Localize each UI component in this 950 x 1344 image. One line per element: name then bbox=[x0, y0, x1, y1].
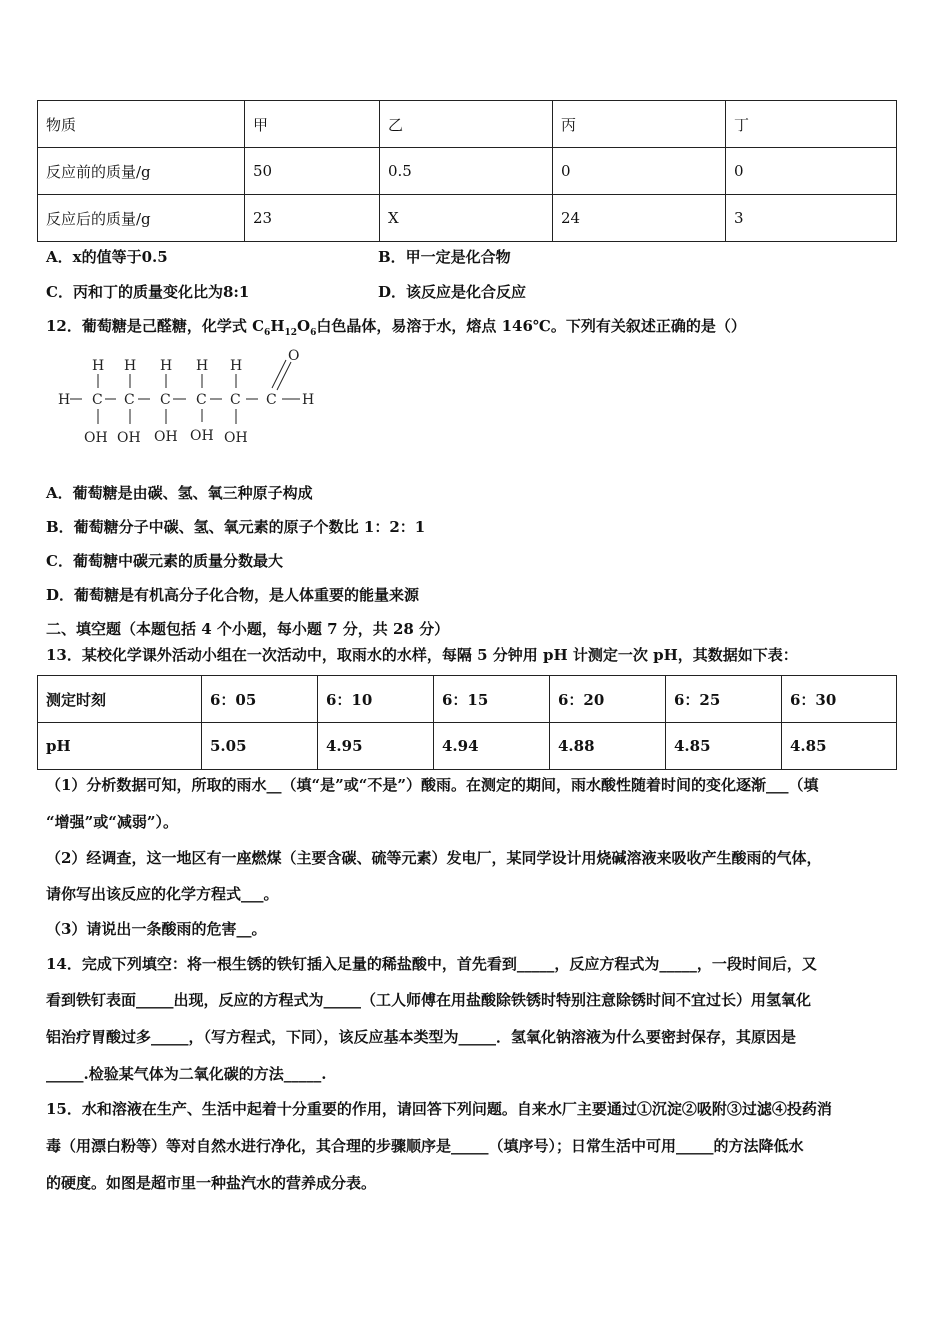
table-cell: 测定时刻 bbox=[38, 676, 202, 723]
q12-option-a: A．葡萄糖是由碳、氢、氧三种原子构成 bbox=[46, 484, 313, 502]
q14-line3: 铝治疗胃酸过多_____，（写方程式，下同），该反应基本类型为_____．氢氧化钠溶液为什么要密封保存，其原因是 bbox=[46, 1028, 797, 1046]
q12-option-c: C．葡萄糖中碳元素的质量分数最大 bbox=[46, 552, 283, 570]
table-cell: 4.88 bbox=[550, 723, 666, 770]
q15-line1: 15．水和溶液在生产、生活中起着十分重要的作用，请回答下列问题。自来水厂主要通过①沉淀②吸附③过滤④投药消 bbox=[46, 1100, 832, 1118]
table-cell: 50 bbox=[245, 148, 380, 195]
q12-stem-suffix: 白色晶体，易溶于水，熔点 146℃。下列有关叙述正确的是（） bbox=[316, 317, 746, 335]
q11-option-d: D．该反应是化合反应 bbox=[378, 283, 527, 301]
hydroxyl-label: OH bbox=[224, 430, 248, 446]
hydroxyl-label: OH bbox=[84, 430, 108, 446]
table-cell: 反应前的质量/g bbox=[38, 148, 245, 195]
formula-subscript: 12 bbox=[284, 328, 298, 338]
hydroxyl-label: OH bbox=[117, 430, 141, 446]
q13-part2-line1: （2）经调查，这一地区有一座燃煤（主要含碳、硫等元素）发电厂，某同学设计用烧碱溶液来吸收产生酸雨的气体， bbox=[46, 849, 822, 867]
table-cell: pH bbox=[38, 723, 202, 770]
table-cell: 物质 bbox=[38, 101, 245, 148]
q14-line1: 14．完成下列填空：将一根生锈的铁钉插入足量的稀盐酸中，首先看到_____，反应方程式为_____，一段时间后，又 bbox=[46, 955, 817, 973]
atom-label: C bbox=[230, 392, 241, 408]
table-cell: 4.85 bbox=[666, 723, 782, 770]
q14-line2: 看到铁钉表面_____出现，反应的方程式为_____（工人师傅在用盐酸除铁锈时特别注意除锈时间不宜过长）用氢氧化 bbox=[46, 991, 812, 1009]
table-row bbox=[38, 195, 897, 242]
table-cell: 6：15 bbox=[434, 676, 550, 723]
q14-line4: _____.检验某气体为二氧化碳的方法_____. bbox=[46, 1065, 327, 1083]
table-cell: 甲 bbox=[245, 101, 380, 148]
q13-part1-line2: “增强”或“减弱”）。 bbox=[46, 813, 179, 831]
table-cell: 6：05 bbox=[202, 676, 318, 723]
atom-label: H bbox=[230, 358, 243, 374]
atom-label: C bbox=[196, 392, 207, 408]
q11-option-b: B．甲一定是化合物 bbox=[378, 248, 511, 266]
table-cell: 6：25 bbox=[666, 676, 782, 723]
atom-label: O bbox=[288, 348, 300, 364]
q12-option-d: D．葡萄糖是有机高分子化合物，是人体重要的能量来源 bbox=[46, 586, 420, 604]
formula-subscript: 6 bbox=[310, 328, 317, 338]
table-row bbox=[38, 148, 897, 195]
table-cell: 反应后的质量/g bbox=[38, 195, 245, 242]
table-cell: 3 bbox=[726, 195, 897, 242]
q15-line3: 的硬度。如图是超市里一种盐汽水的营养成分表。 bbox=[46, 1174, 377, 1192]
formula-element: O bbox=[297, 317, 311, 335]
table-cell: 5.05 bbox=[202, 723, 318, 770]
q13-part3: （3）请说出一条酸雨的危害__。 bbox=[46, 920, 267, 938]
atom-label: H bbox=[58, 392, 71, 408]
atom-label: H bbox=[302, 392, 315, 408]
q15-line2: 毒（用漂白粉等）等对自然水进行净化，其合理的步骤顺序是_____（填序号）；日常生活中可用_____的方法降低水 bbox=[46, 1137, 804, 1155]
q12-stem bbox=[46, 316, 746, 343]
table-cell: 6：20 bbox=[550, 676, 666, 723]
table-cell: 6：10 bbox=[318, 676, 434, 723]
table-cell: 0 bbox=[553, 148, 726, 195]
table-cell: 24 bbox=[553, 195, 726, 242]
table-cell: 0 bbox=[726, 148, 897, 195]
atom-label: C bbox=[160, 392, 171, 408]
atom-label: C bbox=[266, 392, 277, 408]
hydroxyl-label: OH bbox=[190, 428, 214, 444]
table-cell: 乙 bbox=[380, 101, 553, 148]
ph-table bbox=[37, 675, 897, 770]
q12-stem-prefix: 12．葡萄糖是己醛糖，化学式 C bbox=[46, 317, 265, 335]
q13-part2-line2: 请你写出该反应的化学方程式___。 bbox=[46, 885, 279, 903]
q13-part1-line1: （1）分析数据可知，所取的雨水__（填“是”或“不是”）酸雨。在测定的期间，雨水酸性随着时间的变化逐渐___（填 bbox=[46, 776, 819, 794]
formula-subscript: 6 bbox=[264, 328, 271, 338]
section-title: 二、填空题（本题包括 4 个小题，每小题 7 分，共 28 分） bbox=[46, 620, 450, 638]
table-cell: 丙 bbox=[553, 101, 726, 148]
q13-stem: 13．某校化学课外活动小组在一次活动中，取雨水的水样，每隔 5 分钟用 pH 计测定一次 pH，其数据如下表： bbox=[46, 646, 798, 664]
table-cell: 4.95 bbox=[318, 723, 434, 770]
q12-option-b: B．葡萄糖分子中碳、氢、氧元素的原子个数比 1：2：1 bbox=[46, 518, 426, 536]
mass-table bbox=[37, 100, 897, 242]
q11-option-a: A．x的值等于0.5 bbox=[46, 248, 168, 266]
table-row bbox=[38, 723, 897, 770]
formula-element: H bbox=[270, 317, 285, 335]
atom-label: H bbox=[196, 358, 209, 374]
table-cell: 0.5 bbox=[380, 148, 553, 195]
atom-label: C bbox=[124, 392, 135, 408]
hydroxyl-label: OH bbox=[154, 429, 178, 445]
q11-option-c: C．丙和丁的质量变化比为8:1 bbox=[46, 283, 250, 301]
atom-label: C bbox=[92, 392, 103, 408]
glucose-structure-diagram bbox=[50, 346, 330, 450]
table-cell: 4.85 bbox=[782, 723, 897, 770]
atom-label: H bbox=[160, 358, 173, 374]
table-row bbox=[38, 101, 897, 148]
atom-label: H bbox=[124, 358, 137, 374]
table-cell: 23 bbox=[245, 195, 380, 242]
table-cell: 6：30 bbox=[782, 676, 897, 723]
table-cell: 丁 bbox=[726, 101, 897, 148]
atom-label: H bbox=[92, 358, 105, 374]
table-cell: X bbox=[380, 195, 553, 242]
table-cell: 4.94 bbox=[434, 723, 550, 770]
table-row bbox=[38, 676, 897, 723]
